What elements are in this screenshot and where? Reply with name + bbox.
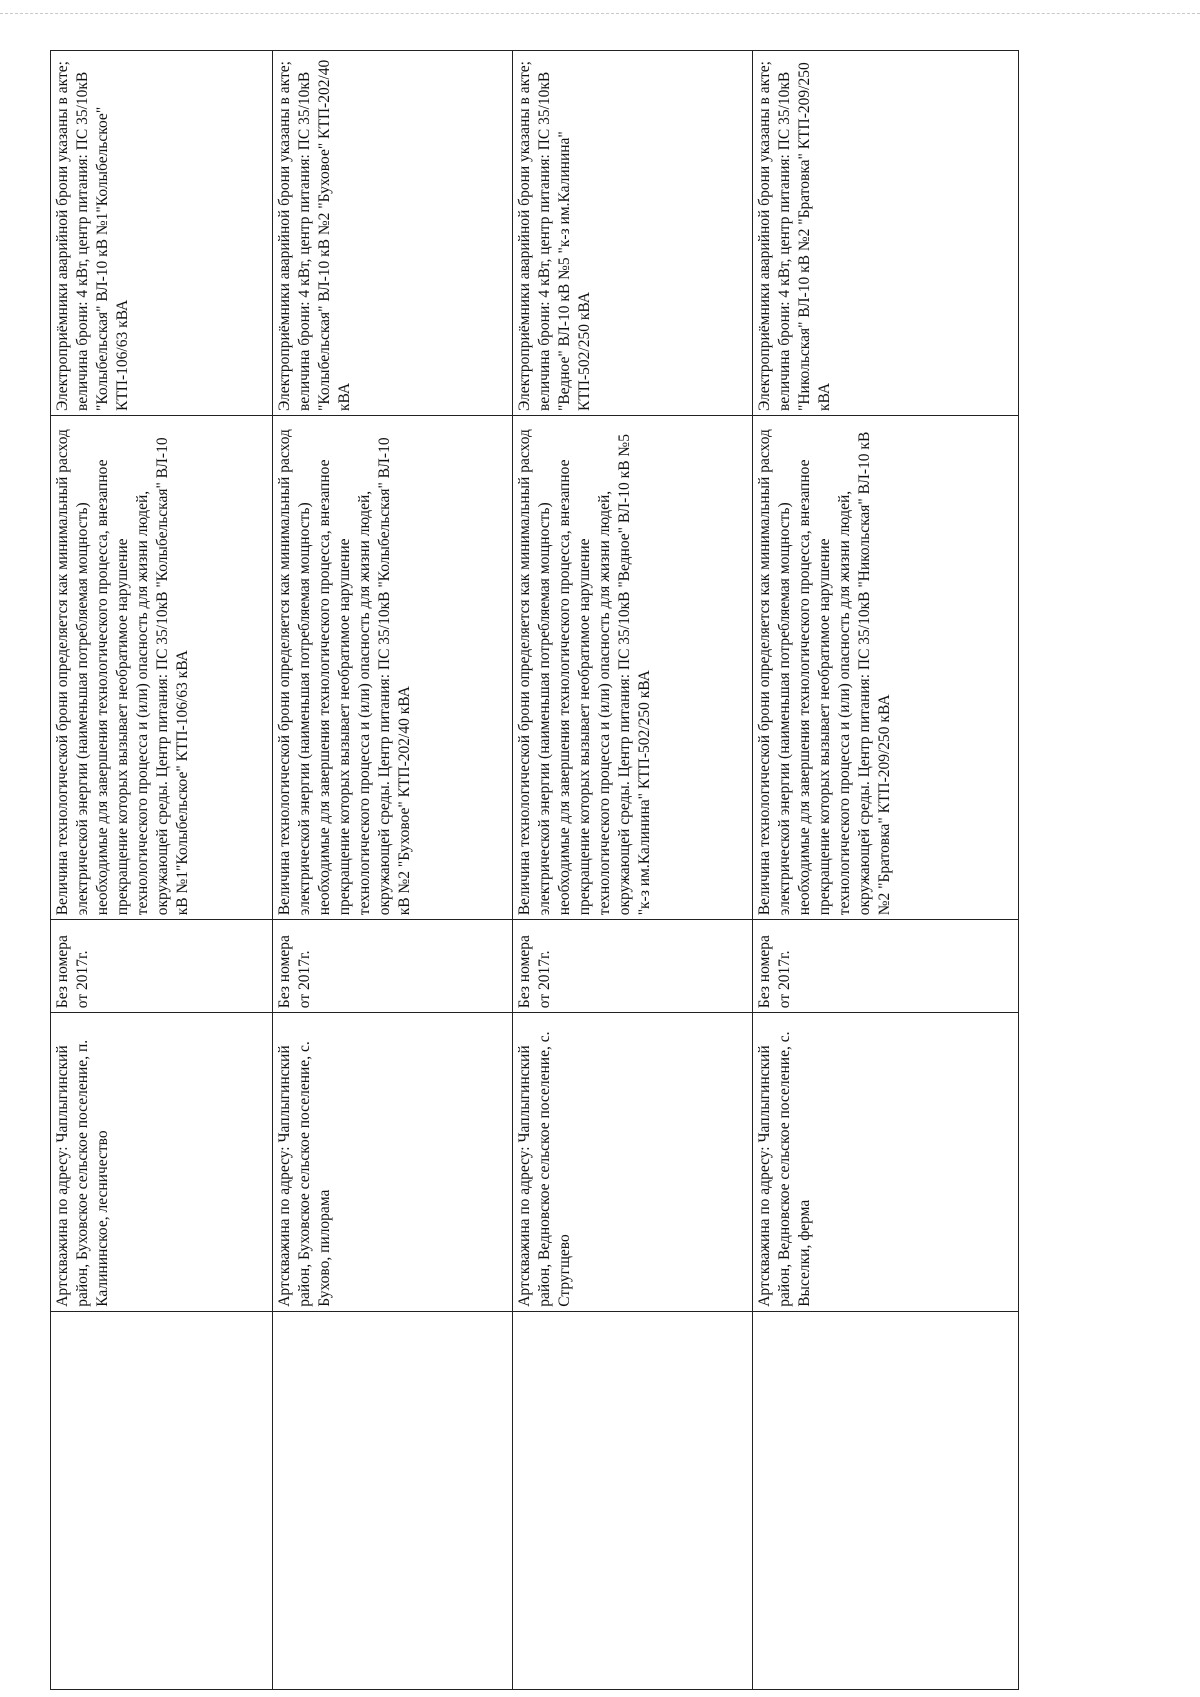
act-number-cell: Без номера от 2017г.: [51, 920, 273, 1013]
emergency-reserve-cell: Электроприёмники аварийной брони указаны в акте; величина брони: 4 кВт, центр питания: ПС 35/10кВ "Колыбельская" ВЛ-10 кВ №1"Колыбельское" КТП-106/63 кВА: [51, 51, 273, 416]
tech-reserve-cell: Величина технологической брони определяется как минимальный расход электрической энергии (наименьшая потребляемая мощность) необходимые для завершения технологического процесса, внезапное прекращение которых вызывает необратимое нарушение технологического процесса и (или) опасность для жизни людей, окружающей среды. Центр питания: ПС 35/10кВ "Ведное" ВЛ-10 кВ №5 "к-з им.Калинина" КТП-502/250 кВА: [513, 416, 753, 920]
emergency-reserve-cell: Электроприёмники аварийной брони указаны в акте; величина брони: 4 кВт, центр питания: ПС 35/10кВ "Никольская" ВЛ-10 кВ №2 "Братовка" КТП-209/250 кВА: [753, 51, 1019, 416]
table-row: [753, 51, 1019, 1690]
power-reserve-table: [50, 50, 1019, 1690]
act-number-cell: Без номера от 2017г.: [513, 920, 753, 1013]
table-row: [51, 51, 273, 1690]
scan-edge-line: [0, 13, 1200, 14]
emergency-reserve-cell: Электроприёмники аварийной брони указаны в акте; величина брони: 4 кВт, центр питания: ПС 35/10кВ "Колыбельская" ВЛ-10 кВ №2 "Буховое" КТП-202/40 кВА: [273, 51, 513, 416]
object-address-cell: Артскважина по адресу: Чаплыгинский район, Ведновское сельское поселение, с. Стругщево: [513, 1013, 753, 1312]
object-address-cell: Артскважина по адресу: Чаплыгинский район, Ведновское сельское поселение, с. Выселки, ферма: [753, 1013, 1019, 1312]
table-row: [513, 51, 753, 1690]
tech-reserve-cell: Величина технологической брони определяется как минимальный расход электрической энергии (наименьшая потребляемая мощность) необходимые для завершения технологического процесса, внезапное прекращение которых вызывает необратимое нарушение технологического процесса и (или) опасность для жизни людей, окружающей среды. Центр питания: ПС 35/10кВ "Никольская" ВЛ-10 кВ №2 "Братовка" КТП-209/250 кВА: [753, 416, 1019, 920]
empty-cell: [273, 1311, 513, 1689]
tech-reserve-cell: Величина технологической брони определяется как минимальный расход электрической энергии (наименьшая потребляемая мощность) необходимые для завершения технологического процесса, внезапное прекращение которых вызывает необратимое нарушение технологического процесса и (или) опасность для жизни людей, окружающей среды. Центр питания: ПС 35/10кВ "Колыбельская" ВЛ-10 кВ №2 "Буховое" КТП-202/40 кВА: [273, 416, 513, 920]
emergency-reserve-cell: Электроприёмники аварийной брони указаны в акте; величина брони: 4 кВт, центр питания: ПС 35/10кВ "Ведное" ВЛ-10 кВ №5 "к-з им.Калинина" КТП-502/250 кВА: [513, 51, 753, 416]
object-address-cell: Артскважина по адресу: Чаплыгинский район, Буховское сельское поселение, п. Калининское, лесничество: [51, 1013, 273, 1312]
object-address-cell: Артскважина по адресу: Чаплыгинский район, Буховское сельское поселение, с. Бухово, пилорама: [273, 1013, 513, 1312]
act-number-cell: Без номера от 2017г.: [753, 920, 1019, 1013]
table-row: [273, 51, 513, 1690]
empty-cell: [753, 1311, 1019, 1689]
act-number-cell: Без номера от 2017г.: [273, 920, 513, 1013]
rotated-table-container: [50, 50, 1018, 1690]
tech-reserve-cell: Величина технологической брони определяется как минимальный расход электрической энергии (наименьшая потребляемая мощность) необходимые для завершения технологического процесса, внезапное прекращение которых вызывает необратимое нарушение технологического процесса и (или) опасность для жизни людей, окружающей среды. Центр питания: ПС 35/10кВ "Колыбельская" ВЛ-10 кВ №1"Колыбельское" КТП-106/63 кВА: [51, 416, 273, 920]
empty-cell: [513, 1311, 753, 1689]
empty-cell: [51, 1311, 273, 1689]
